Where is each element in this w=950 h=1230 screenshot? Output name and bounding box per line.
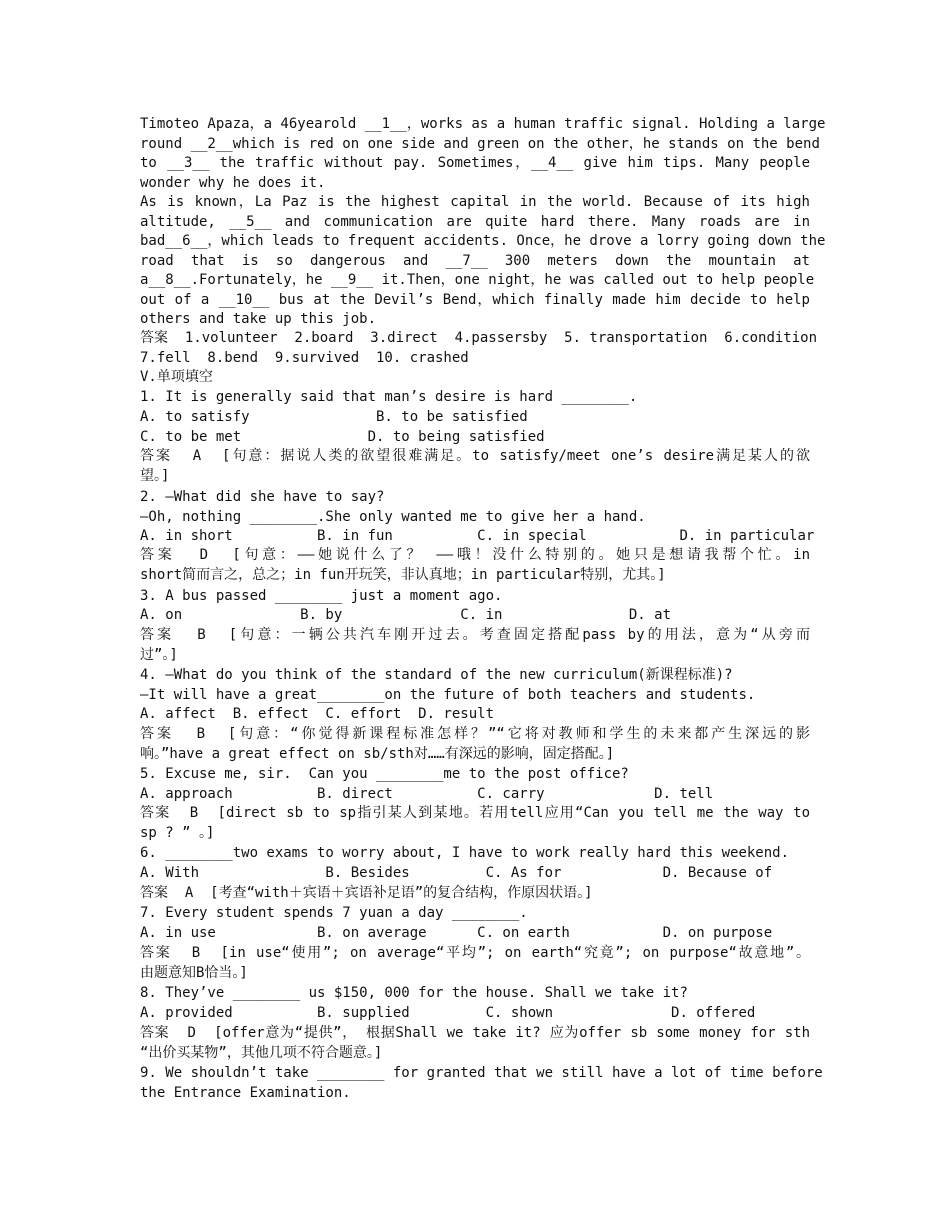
option-line: A. affect B. effect C. effort D. result [140, 706, 495, 722]
answer-line: sp ? ” 。] [140, 825, 215, 841]
passage-line: As is known，La Paz is the highest capital in the world. Because of its high [140, 194, 810, 210]
passage-line: road that is so dangerous and __7__ 300 meters down the mountain at [140, 253, 810, 269]
option-line: A. approach B. direct C. carry D. tell [140, 786, 714, 802]
option-line: C. to be met D. to being satisfied [140, 429, 545, 445]
option-line: A. provided B. supplied C. shown D. offered [140, 1005, 756, 1021]
passage-line: others and take up this job. [140, 311, 377, 327]
passage-line: bad__6__，which leads to frequent accidents. Once，he drove a lorry going down the [140, 233, 826, 249]
answer-line: short简而言之，总之；in fun开玩笑，非认真地；in particular特别，尤其。] [140, 567, 666, 583]
passage-line: round __2__which is red on one side and green on the other，he stands on the bend [140, 136, 820, 152]
answer-line: 答案 D [offer意为“提供”， 根据Shall we take it? 应为offer sb some money for sth [140, 1025, 810, 1041]
option-line: A. in use B. on average C. on earth D. on purpose [140, 925, 773, 941]
passage-line: wonder why he does it. [140, 175, 326, 191]
answer-line: 7.fell 8.bend 9.survived 10. crashed [140, 350, 469, 366]
question-stem: 6. ________two exams to worry about, I have to work really hard this weekend. [140, 845, 790, 861]
question-stem: 1. It is generally said that man’s desire is hard ________. [140, 389, 638, 405]
option-line: A. to satisfy B. to be satisfied [140, 409, 528, 425]
answer-line: 过”。] [140, 647, 178, 663]
answer-line: 答案 B [句意：“你觉得新课程标准怎样？”“它将对教师和学生的未来都产生深远的影 [140, 726, 810, 742]
answer-line: 答案 D [句意：——她说什么了？ ——哦！没什么特别的。她只是想请我帮个忙。in [140, 547, 810, 563]
option-line: A. With B. Besides C. As for D. Because of [140, 865, 773, 881]
question-stem: —Oh, nothing ________.She only wanted me to give her a hand. [140, 509, 646, 525]
question-stem: 7. Every student spends 7 yuan a day ________. [140, 905, 528, 921]
answer-line: 答案 1.volunteer 2.board 3.direct 4.passersby 5. transportation 6.condition [140, 330, 818, 346]
answer-line: 望。] [140, 468, 170, 484]
answer-line: 答案 B [in use“使用”; on average“平均”; on earth“究竟”; on purpose“故意地”。 [140, 945, 810, 961]
answer-line: 答案 A [考查“with＋宾语＋宾语补足语”的复合结构，作原因状语。] [140, 885, 593, 901]
passage-line: out of a __10__ bus at the Devil’s Bend，which finally made him decide to help [140, 292, 810, 308]
answer-line: 答案 A [句意：据说人类的欲望很难满足。to satisfy/meet one’s desire满足某人的欲 [140, 448, 810, 464]
answer-line: 答案 B [句意：一辆公共汽车刚开过去。考查固定搭配pass by的用法，意为“从旁而 [140, 627, 810, 643]
section-title: V.单项填空 [140, 369, 213, 385]
option-line: A. on B. by C. in D. at [140, 607, 672, 623]
question-stem: —It will have a great________on the future of both teachers and students. [140, 687, 756, 703]
answer-line: “出价买某物”，其他几项不符合题意。] [140, 1045, 383, 1061]
question-stem: the Entrance Examination. [140, 1085, 351, 1101]
passage-line: altitude, __5__ and communication are quite hard there. Many roads are in [140, 214, 810, 230]
question-stem: 5. Excuse me, sir. Can you ________me to the post office? [140, 766, 629, 782]
question-stem: 2. —What did she have to say? [140, 489, 385, 505]
passage-line: Timoteo Apaza，a 46yearold __1__，works as a human traffic signal. Holding a large [140, 116, 826, 132]
passage-line: to __3__ the traffic without pay. Sometimes，__4__ give him tips. Many people [140, 155, 810, 171]
question-stem: 4. —What do you think of the standard of the new curriculum(新课程标准)? [140, 667, 733, 683]
question-stem: 3. A bus passed ________ just a moment ago. [140, 588, 503, 604]
answer-line: 答案 B [direct sb to sp指引某人到某地。若用tell应用“Can you tell me the way to [140, 805, 810, 821]
question-stem: 9. We shouldn’t take ________ for granted that we still have a lot of time before [140, 1065, 823, 1081]
answer-line: 由题意知B恰当。] [140, 965, 248, 981]
question-stem: 8. They’ve ________ us $150, 000 for the house. Shall we take it? [140, 985, 688, 1001]
answer-line: 响。”have a great effect on sb/sth对……有深远的影响，固定搭配。] [140, 746, 615, 762]
option-line: A. in short B. in fun C. in special D. in particular [140, 528, 815, 544]
passage-line: a__8__.Fortunately，he __9__ it.Then，one night，he was called out to help people [140, 272, 815, 288]
